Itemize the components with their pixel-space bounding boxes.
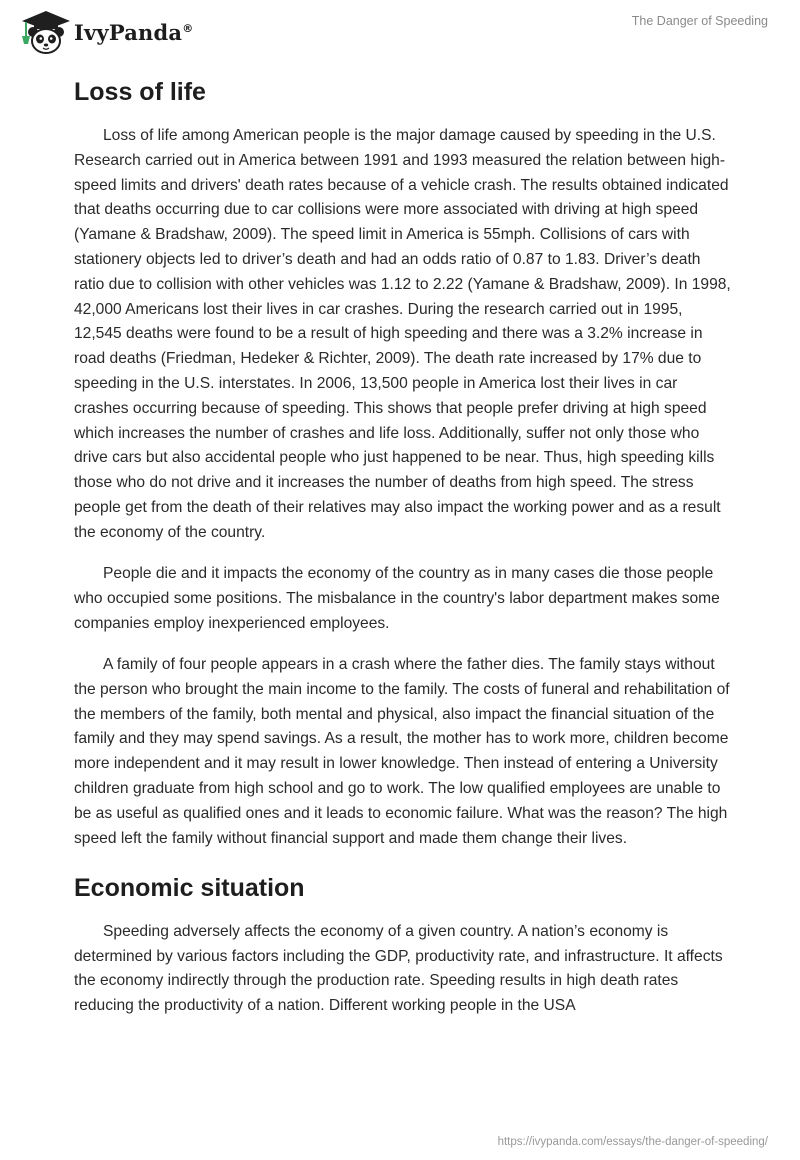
section-heading-economic-situation: Economic situation <box>74 873 305 902</box>
paragraph: Speeding adversely affects the economy of a given country. A nation’s economy is determined by various factors including the GDP, productivity rate, and infrastructure. It affects the economy indirectly through the production rate. Speeding results in high death rates reducing the productivity of a nation. Different working people in the USA <box>74 922 723 1015</box>
brand-name: IvyPanda® <box>74 19 194 45</box>
registered-mark: ® <box>182 21 194 35</box>
source-url[interactable]: https://ivypanda.com/essays/the-danger-of-speeding/ <box>497 1136 768 1148</box>
paragraph: A family of four people appears in a crash where the father dies. The family stays without the person who brought the main income to the family. The costs of funeral and rehabilitation of the members of the family, both mental and physical, also impact the financial situation of the family and they may spend savings. As a result, the mother has to work more, children become more independent and it may result in lower knowledge. Then instead of entering a University children graduate from high school and go to work. The low qualified employees are unable to be as useful as qualified ones and it leads to economic failure. What was the reason? The high speed left the family without financial support and made them change their lives. <box>74 655 730 847</box>
paragraph: Loss of life among American people is the major damage caused by speeding in the U.S. Research carried out in America between 1991 and 1993 measured the relation between high-speed limits and drivers' death rates because of a vehicle crash. The results obtained indicated that deaths occurring due to car collisions were more associated with driving at high speed (Yamane & Bradshaw, 2009). The speed limit in America is 55mph. Collisions of cars with stationery objects led to driver’s death and had an odds ratio of 0.87 to 1.83. Driver’s death ratio due to collision with other vehicles was 1.12 to 2.22 (Yamane & Bradshaw, 2009). In 1998, 42,000 Americans lost their lives in car crashes. During the research carried out in 1995, 12,545 deaths were found to be a result of high speeding and there was a 3.2% increase in road deaths (Friedman, Hedeker & Richter, 2009). The death rate increased by 17% due to speeding in the U.S. interstates. In 2006, 13,500 people in America lost their lives in car crashes occurring because of speeding. This shows that people prefer driving at high speed which increases the number of crashes and life loss. Additionally, suffer not only those who drive cars but also accidental people who just happened to be near. Thus, high speeding kills those who do not drive and it increases the number of deaths from high speed. The stress people get from the death of their relatives may also impact the working power and as a result the economy of the country. <box>74 127 731 541</box>
page-header <box>0 0 800 62</box>
panda-graduation-cap-icon <box>16 8 72 56</box>
essay-content <box>74 68 734 1036</box>
section-heading-loss-of-life: Loss of life <box>74 78 206 106</box>
paragraph: People die and it impacts the economy of the country as in many cases die those people who occupied some positions. The misbalance in the country's labor department makes some companies employ inexperienced employees. <box>74 565 720 632</box>
ivypanda-logo[interactable] <box>16 8 193 56</box>
document-title: The Danger of Speeding <box>631 14 768 28</box>
